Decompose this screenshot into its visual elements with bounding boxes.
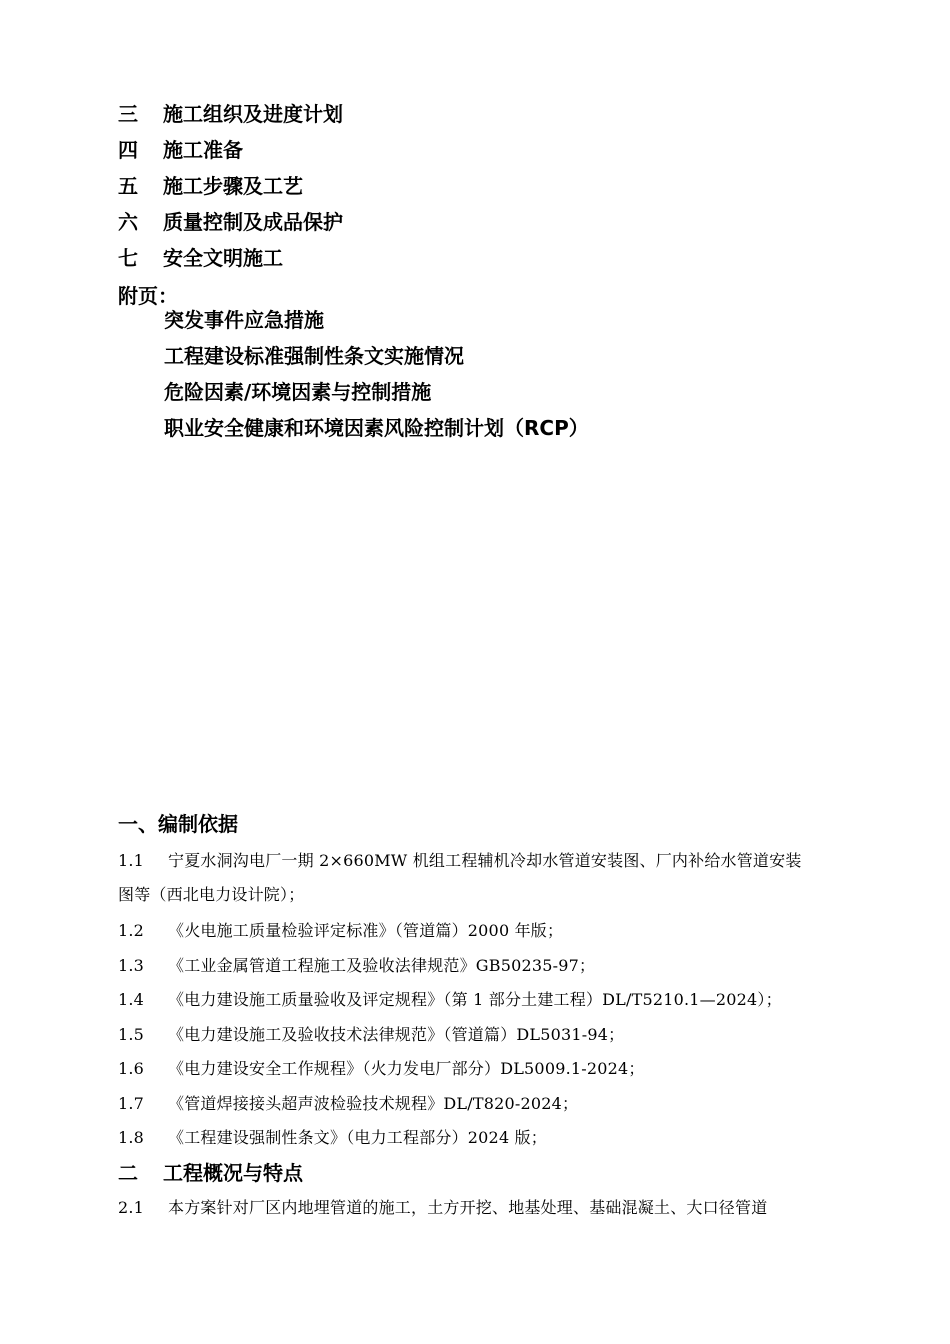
toc-item — [118, 206, 343, 235]
appendix-label: 附页： — [118, 284, 178, 308]
toc-item — [118, 98, 343, 127]
item-number: 1.6 — [118, 1059, 145, 1078]
toc-item — [118, 134, 243, 163]
item-number: 1.8 — [118, 1128, 145, 1147]
toc-item-label: 安全文明施工 — [163, 246, 283, 270]
list-item — [118, 1056, 645, 1079]
toc-item-label: 施工步骤及工艺 — [163, 174, 303, 198]
appendix-item: 工程建设标准强制性条文实施情况 — [164, 344, 464, 368]
toc-item-number: 七 — [118, 246, 138, 270]
toc-item-label: 施工准备 — [163, 138, 243, 162]
item-number: 1.4 — [118, 990, 145, 1009]
list-item — [118, 1125, 547, 1148]
item-text: 《电力建设安全工作规程》（火力发电厂部分）DL5009.1-2024； — [168, 1059, 645, 1078]
appendix-item: 突发事件应急措施 — [164, 308, 324, 332]
item-number: 1.7 — [118, 1094, 145, 1113]
item-text: 《工程建设强制性条文》（电力工程部分）2024 版； — [168, 1128, 548, 1147]
section-number: 二 — [118, 1161, 138, 1185]
toc-item-number: 五 — [118, 174, 138, 198]
item-text: 《电力建设施工及验收技术法律规范》（管道篇）DL5031-94； — [168, 1025, 625, 1044]
item-text: 《火电施工质量检验评定标准》（管道篇）2000 年版； — [168, 921, 564, 940]
item-text: 本方案针对厂区内地埋管道的施工，土方开挖、地基处理、基础混凝土、大口径管道 — [168, 1198, 768, 1217]
item-text-continuation: 图等（西北电力设计院）； — [118, 885, 305, 904]
appendix-item: 职业安全健康和环境因素风险控制计划（RCP） — [164, 416, 589, 440]
list-item — [118, 987, 782, 1010]
toc-item-number: 三 — [118, 102, 138, 126]
list-item — [118, 953, 595, 976]
section-heading: 一、编制依据 — [118, 812, 238, 836]
toc-item — [118, 170, 303, 199]
item-number: 1.3 — [118, 956, 145, 975]
toc-item-label: 施工组织及进度计划 — [163, 102, 343, 126]
item-text: 《电力建设施工质量验收及评定规程》（第 1 部分土建工程）DL/T5210.1—2024）； — [168, 990, 782, 1009]
appendix-item: 危险因素/环境因素与控制措施 — [164, 380, 432, 404]
toc-item-label: 质量控制及成品保护 — [163, 210, 343, 234]
item-text: 《管道焊接接头超声波检验技术规程》DL/T820-2024； — [168, 1094, 579, 1113]
toc-item-number: 四 — [118, 138, 138, 162]
list-item — [118, 1195, 767, 1218]
item-text: 《工业金属管道工程施工及验收法律规范》GB50235-97； — [168, 956, 596, 975]
toc-item-number: 六 — [118, 210, 138, 234]
item-number: 1.1 — [118, 851, 145, 870]
list-item — [118, 918, 563, 941]
list-item — [118, 1022, 624, 1045]
item-number: 1.2 — [118, 921, 145, 940]
section-heading — [118, 1157, 303, 1186]
section-title: 工程概况与特点 — [163, 1161, 303, 1185]
item-text: 宁夏水洞沟电厂一期 2×660MW 机组工程辅机冷却水管道安装图、厂内补给水管道安装 — [168, 851, 802, 870]
item-number: 2.1 — [118, 1198, 145, 1217]
item-number: 1.5 — [118, 1025, 145, 1044]
list-item — [118, 1091, 578, 1114]
list-item — [118, 848, 802, 871]
toc-item — [118, 242, 283, 271]
